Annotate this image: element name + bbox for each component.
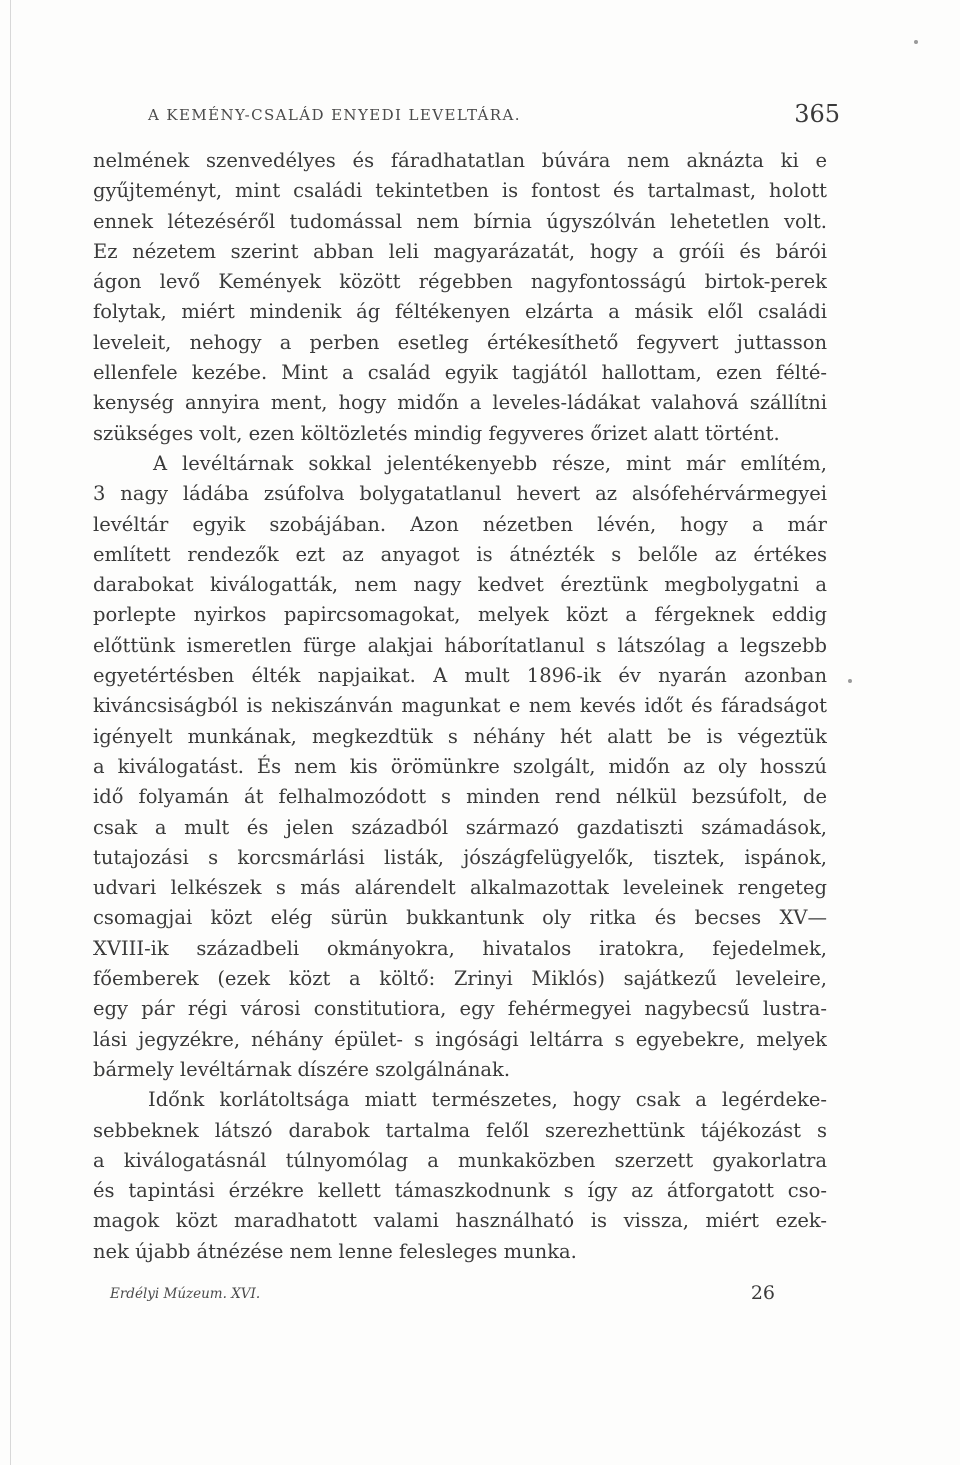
- text-line: főemberek (ezek közt a költő: Zrinyi Miklós) sajátkezű leveleire,: [93, 967, 827, 991]
- text-line: igényelt munkának, megkezdtük s néhány hét alatt be is végeztük: [93, 724, 827, 748]
- text-line: a kiválogatást. És nem kis örömünkre szolgált, midőn az oly hosszú: [93, 754, 827, 778]
- text-line: sebbeknek látszó darabok tartalma felől szerezhettünk tájékozást s: [93, 1118, 827, 1142]
- text-line: egy pár régi városi constitutiora, egy fehérmegyei nagybecsű lustra-: [93, 997, 827, 1021]
- text-line: egyetértésben élték napjaikat. A mult 1896-ik év nyarán azonban: [93, 664, 827, 688]
- text-line: kenység annyira ment, hogy midőn a leveles-ládákat valahová szállítni: [93, 391, 827, 415]
- text-line: ágon levő Kemények között régebben nagyfontosságú birtok-perek: [93, 270, 827, 294]
- paper-speck: [848, 679, 852, 683]
- text-line: kiváncsiságból is nekiszánván magunkat e nem kevés időt és fáradságot: [93, 694, 827, 718]
- text-line: és tapintási érzékre kellett támaszkodnunk s így az átforgatott cso-: [93, 1179, 827, 1203]
- text-line: előttünk ismeretlen fürge alakjai háborítatlanul s látszólag a legszebb: [93, 633, 827, 657]
- text-line: lási jegyzékre, néhány épület- s ingósági leltárra s egyebekre, melyek: [93, 1027, 827, 1051]
- text-line: ennek létezéséről tudomással nem bírnia úgyszólván lehetetlen volt.: [93, 209, 827, 233]
- running-title: A KEMÉNY-CSALÁD ENYEDI LEVELTÁRA.: [148, 106, 521, 124]
- text-line: porlepte nyirkos papircsomagokat, melyek közt a férgeknek eddig: [93, 603, 827, 627]
- text-line: udvari lelkészek s más alárendelt alkalmazottak leveleinek rengeteg: [93, 876, 827, 900]
- text-line: a kiválogatásnál túlnyomólag a munkaközben szerzett gyakorlatra: [93, 1148, 827, 1172]
- page-footer: [110, 1282, 775, 1312]
- text-line: csomagjai közt elég sürün bukkantunk oly ritka és becses XV—: [93, 906, 827, 930]
- text-line: A levéltárnak sokkal jelentékenyebb része, mint már említém,: [153, 451, 827, 475]
- text-line: leveleit, nehogy a perben esetleg értékesíthető fegyvert juttasson: [93, 330, 827, 354]
- page-number: 365: [794, 100, 840, 128]
- text-line: tutajozási s korcsmárlási listák, jószágfelügyelők, tisztek, ispánok,: [93, 845, 827, 869]
- text-line: említett rendezők ezt az anyagot is átnézték s belőle az értékes: [93, 542, 827, 566]
- text-line: nek újabb átnézése nem lenne felesleges munka.: [93, 1239, 577, 1263]
- text-line: gyűjteményt, mint családi tekintetben is fontost és tartalmast, holott: [93, 179, 827, 203]
- text-line: nelmének szenvedélyes és fáradhatatlan búvára nem aknázta ki e: [93, 149, 827, 172]
- text-line: ellenfele kezébe. Mint a család egyik tagjától hallottam, ezen félté-: [93, 361, 827, 385]
- printer-signature: Erdélyi Múzeum. XVI.: [110, 1286, 261, 1302]
- text-line: bármely levéltárnak díszére szolgálnának.: [93, 1057, 511, 1081]
- text-line: Időnk korlátoltsága miatt természetes, hogy csak a legérdeke-: [148, 1088, 827, 1112]
- text-line: idő folyamán át felhalmozódott s minden rend nélkül bezsúfolt, de: [93, 785, 827, 809]
- page-edge-line: [10, 0, 11, 1465]
- text-line: szükséges volt, ezen költözletés mindig fegyveres őrizet alatt történt.: [93, 421, 780, 445]
- text-line: levéltár egyik szobájában. Azon nézetben lévén, hogy a már: [93, 512, 827, 536]
- text-line: XVIII-ik századbeli okmányokra, hivatalos iratokra, fejedelmek,: [93, 936, 827, 960]
- text-line: folytak, miért mindenik ág féltékenyen elzárta a másik elől családi: [93, 300, 827, 324]
- text-line: 3 nagy ládába zsúfolva bolygatatlanul hevert az alsófehérvármegyei: [93, 482, 827, 506]
- paper-speck: [914, 40, 918, 44]
- text-line: magok közt maradhatott valami használható is vissza, miért ezek-: [93, 1209, 827, 1233]
- text-line: csak a mult és jelen századból származó gazdatiszti számadások,: [93, 815, 827, 839]
- text-line: darabokat kiválogatták, nem nagy kedvet éreztünk megbolygatni a: [93, 573, 827, 597]
- body-text: [93, 146, 827, 1267]
- running-head: [148, 100, 840, 134]
- text-line: Ez nézetem szerint abban leli magyarázatát, hogy a gróíi és bárói: [93, 239, 827, 263]
- signature-number: 26: [750, 1282, 775, 1304]
